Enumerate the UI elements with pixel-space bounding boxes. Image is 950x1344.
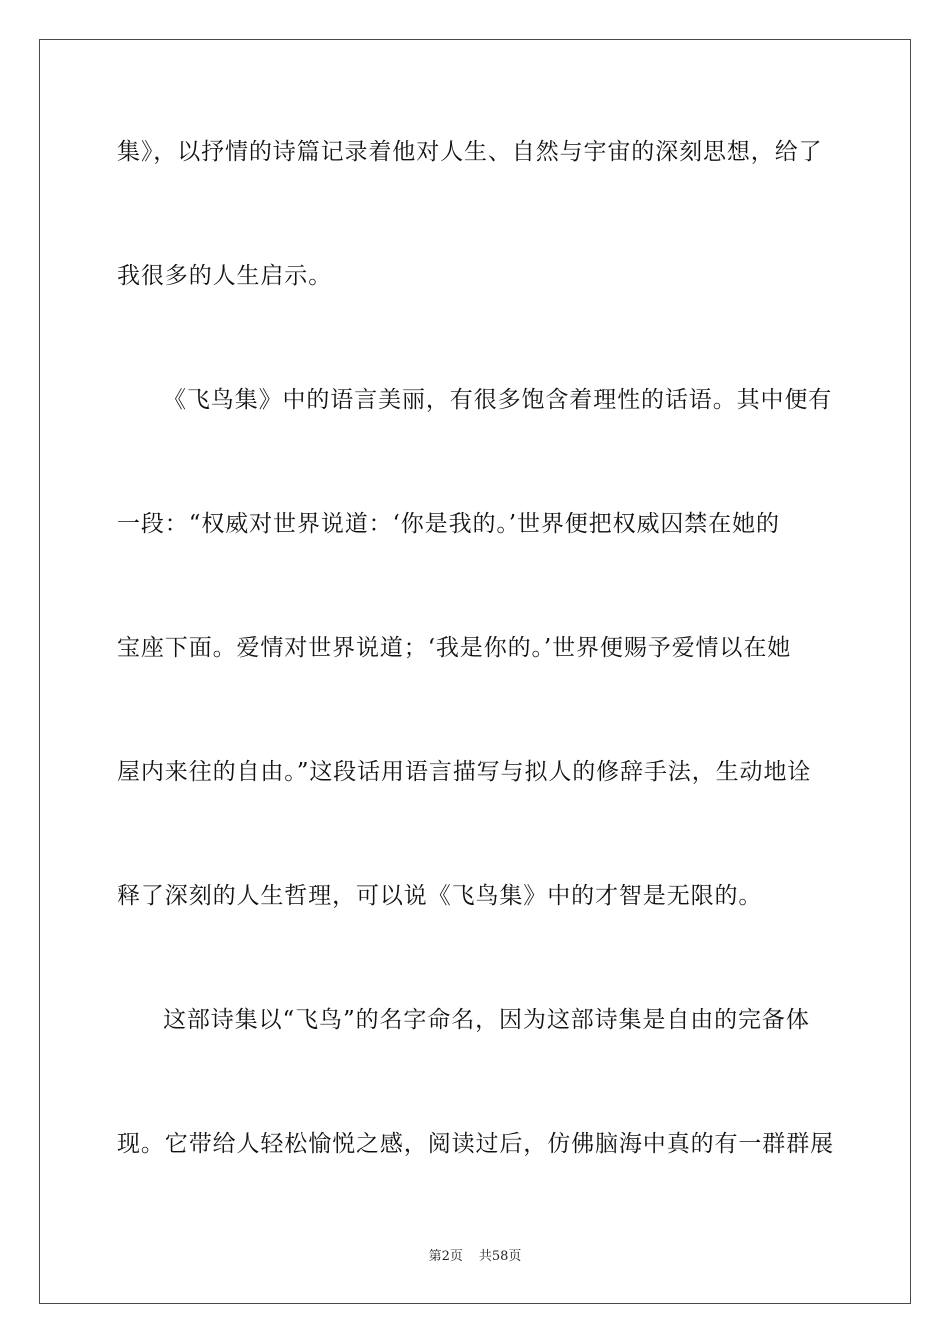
paragraph-line: 一段：“权威对世界说道：‘你是我的。’世界便把权威囚禁在她的 [117, 511, 780, 537]
page-footer [0, 1248, 950, 1266]
paragraph-line: 宝座下面。爱情对世界说道；‘我是你的。’世界便赐予爱情以在她 [117, 635, 792, 661]
paragraph-line: 《飞鸟集》中的语言美丽，有很多饱含着理性的话语。其中便有 [163, 387, 833, 413]
paragraph-line: 现。它带给人轻松愉悦之感，阅读过后，仿佛脑海中真的有一群群展 [117, 1131, 834, 1157]
page-total: 共58页 [478, 1249, 522, 1264]
paragraph-line: 集》，以抒情的诗篇记录着他对人生、自然与宇宙的深刻思想，给了 [117, 139, 823, 165]
page-border [39, 39, 911, 1304]
paragraph-line: 这部诗集以“飞鸟”的名字命名，因为这部诗集是自由的完备体 [163, 1007, 810, 1033]
page-number: 第2页 [428, 1249, 463, 1264]
paragraph-line: 屋内来往的自由。”这段话用语言描写与拟人的修辞手法，生动地诠 [117, 759, 812, 785]
paragraph-line: 释了深刻的人生哲理，可以说《飞鸟集》中的才智是无限的。 [117, 883, 763, 909]
paragraph-line: 我很多的人生启示。 [117, 263, 333, 289]
